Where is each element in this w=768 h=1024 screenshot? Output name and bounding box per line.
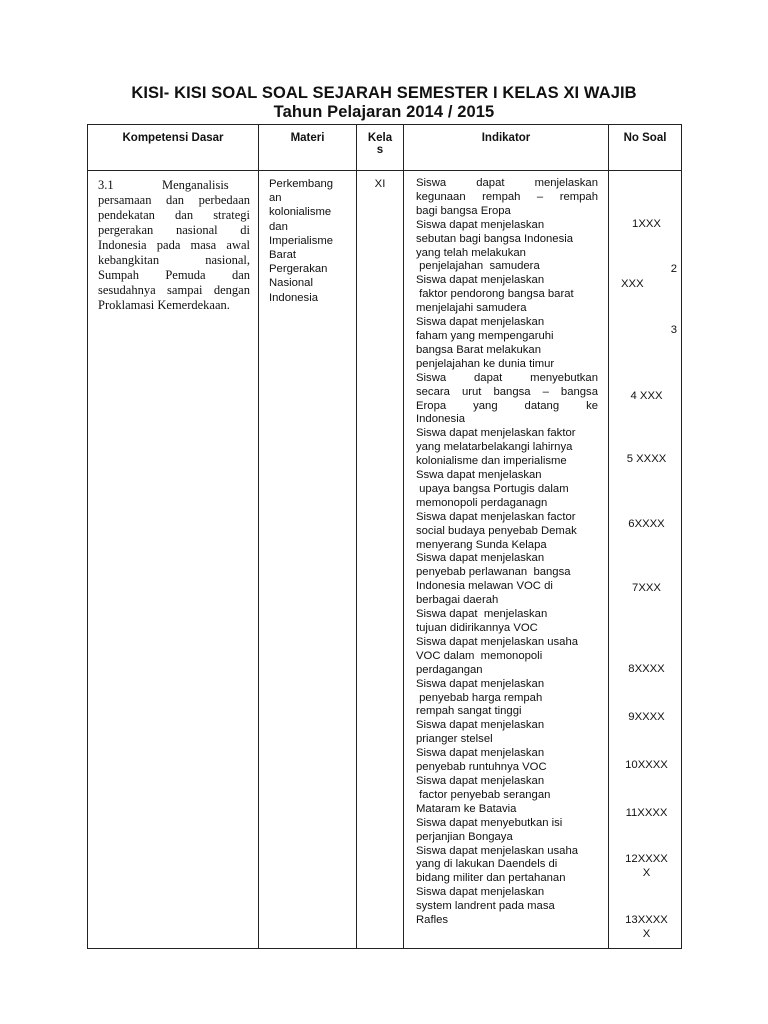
indikator-line: Siswa dapat menjelaskan xyxy=(416,608,548,621)
indikator-line: Siswa dapat menyebutkan xyxy=(416,371,598,384)
indikator-line: Siswa dapat menjelaskan usaha xyxy=(416,635,579,648)
indikator-line: prianger stelsel xyxy=(416,733,493,746)
document-subtitle: Tahun Pelajaran 2014 / 2015 xyxy=(273,103,495,121)
no-soal-item: 5 XXXX xyxy=(626,453,667,465)
indikator-line: menyerang Sunda Kelapa xyxy=(416,538,547,551)
no-soal-item: XXX xyxy=(621,278,644,290)
indikator-line: faktor pendorong bangsa barat xyxy=(416,288,574,301)
indikator-line: Siswa dapat menjelaskan faktor xyxy=(416,427,576,440)
header-kelas: Kela s xyxy=(357,125,404,171)
indikator-line: penyebab perlawanan bangsa xyxy=(416,566,571,579)
indikator-line: perdagangan xyxy=(416,663,483,676)
no-soal-item: 11XXXX xyxy=(625,807,668,819)
indikator-line: sebutan bagi bangsa Indonesia xyxy=(416,232,574,245)
indikator-line: Indonesia melawan VOC di xyxy=(416,580,553,593)
indikator-line: kegunaan rempah – rempah xyxy=(416,190,598,203)
materi-line: Perkembang xyxy=(269,178,334,190)
materi-line: Barat xyxy=(269,249,297,262)
indikator-line: social budaya penyebab Demak xyxy=(416,524,577,537)
indikator-line: faham yang mempengaruhi xyxy=(416,329,554,342)
document-title: KISI- KISI SOAL SOAL SEJARAH SEMESTER I KELAS XI WAJIB xyxy=(131,84,637,102)
indikator-line: bagi bangsa Eropa xyxy=(416,204,511,217)
materi-line: Nasional xyxy=(269,277,313,290)
table-row xyxy=(88,171,682,949)
indikator-line: menjelajahi samudera xyxy=(416,302,527,315)
no-soal-item: 8XXXX xyxy=(628,663,665,675)
header-indikator: Indikator xyxy=(404,125,609,171)
no-soal-item: 12XXXX X xyxy=(625,853,668,879)
indikator-line: rempah sangat tinggi xyxy=(416,705,522,718)
kompetensi-dasar-cell xyxy=(88,171,259,949)
indikator-line: Siswa dapat menjelaskan xyxy=(416,774,545,787)
indikator-line: Siswa dapat menjelaskan xyxy=(416,747,545,760)
document-header xyxy=(0,84,768,122)
materi-line: kolonialisme xyxy=(269,206,332,219)
indikator-line: tujuan didirikannya VOC xyxy=(416,622,538,634)
indikator-line: yang melatarbelakangi lahirnya xyxy=(416,441,573,454)
indikator-line: VOC dalam memonopoli xyxy=(416,649,543,662)
indikator-line: perjanjian Bongaya xyxy=(416,830,513,843)
indikator-line: Mataram ke Batavia xyxy=(416,802,517,815)
indikator-line: berbagai daerah xyxy=(416,594,499,607)
indikator-line: penjelajahan samudera xyxy=(416,260,540,273)
indikator-line: Siswa dapat menjelaskan xyxy=(416,886,545,899)
indikator-line: Siswa dapat menjelaskan xyxy=(416,677,545,690)
indikator-line: Sswa dapat menjelaskan xyxy=(416,469,542,482)
indikator-line: Siswa dapat menjelaskan xyxy=(416,177,598,189)
no-soal-cell xyxy=(609,171,682,949)
indikator-line: yang di lakukan Daendels di xyxy=(416,858,558,871)
no-soal-item: 9XXXX xyxy=(628,711,665,723)
indikator-line: Siswa dapat menjelaskan xyxy=(416,218,545,231)
kd-number: 3.1 xyxy=(98,178,114,192)
indikator-line: secara urut bangsa – bangsa xyxy=(416,385,598,398)
materi-line: Pergerakan xyxy=(269,263,328,276)
indikator-line: kolonialisme dan imperialisme xyxy=(416,455,567,468)
no-soal-item: 2 xyxy=(670,263,677,275)
indikator-line: Indonesia xyxy=(416,413,465,426)
no-soal-item: 7XXX xyxy=(632,582,661,594)
no-soal-item: 13XXXX X xyxy=(625,914,668,940)
no-soal-item: 4 XXX xyxy=(630,390,663,402)
indikator-line: penyebab harga rempah xyxy=(416,691,543,704)
indikator-line: penjelajahan ke dunia timur xyxy=(416,357,555,370)
materi-cell xyxy=(259,171,357,949)
indikator-cell xyxy=(404,171,609,949)
indikator-line: Siswa dapat menjelaskan xyxy=(416,552,545,565)
indikator-line: penyebab runtuhnya VOC xyxy=(416,761,547,774)
indikator-line: system landrent pada masa xyxy=(416,900,555,913)
no-soal-item: 3 xyxy=(670,324,677,336)
indikator-line: Siswa dapat menjelaskan factor xyxy=(416,510,576,523)
indikator-line: Siswa dapat menjelaskan xyxy=(416,316,545,329)
indikator-line: Eropa yang datang ke xyxy=(416,399,598,412)
header-materi: Materi xyxy=(259,125,357,171)
no-soal-item: 1XXX xyxy=(632,218,661,230)
materi-line: dan xyxy=(269,220,288,233)
materi-line: Imperialisme xyxy=(269,234,334,247)
header-kompetensi-dasar: Kompetensi Dasar xyxy=(88,125,259,171)
indikator-line: Siswa dapat menjelaskan xyxy=(416,274,545,287)
indikator-line: factor penyebab serangan xyxy=(416,788,551,801)
materi-line: an xyxy=(269,192,282,205)
indikator-line: Siswa dapat menjelaskan xyxy=(416,719,545,732)
indikator-line: yang telah melakukan xyxy=(416,246,526,259)
indikator-line: Siswa dapat menjelaskan usaha xyxy=(416,844,579,857)
indikator-line: memonopoli perdaganagn xyxy=(416,496,548,509)
kd-description: Menganalisis persamaan dan perbedaan pendekatan dan strategi pergerakan nasional di Indonesia pada masa awal kebangkitan nasional, Sumpah Pemuda dan sesudahnya sampai dengan Proklamasi Kemerdekaan. xyxy=(98,178,250,312)
indikator-line: upaya bangsa Portugis dalam xyxy=(416,482,569,495)
no-soal-item: 6XXXX xyxy=(628,518,665,530)
materi-line: Indonesia xyxy=(269,291,318,304)
indikator-line: Rafles xyxy=(416,914,449,927)
indikator-line: bidang militer dan pertahanan xyxy=(416,872,566,885)
no-soal-item: 10XXXX xyxy=(625,759,668,771)
indikator-line: Siswa dapat menyebutkan isi xyxy=(416,816,563,829)
table-header-row xyxy=(88,125,682,171)
header-no-soal: No Soal xyxy=(609,125,682,171)
indikator-line: bangsa Barat melakukan xyxy=(416,343,541,356)
kelas-cell: XI xyxy=(357,171,404,949)
kisi-kisi-table xyxy=(87,124,682,949)
